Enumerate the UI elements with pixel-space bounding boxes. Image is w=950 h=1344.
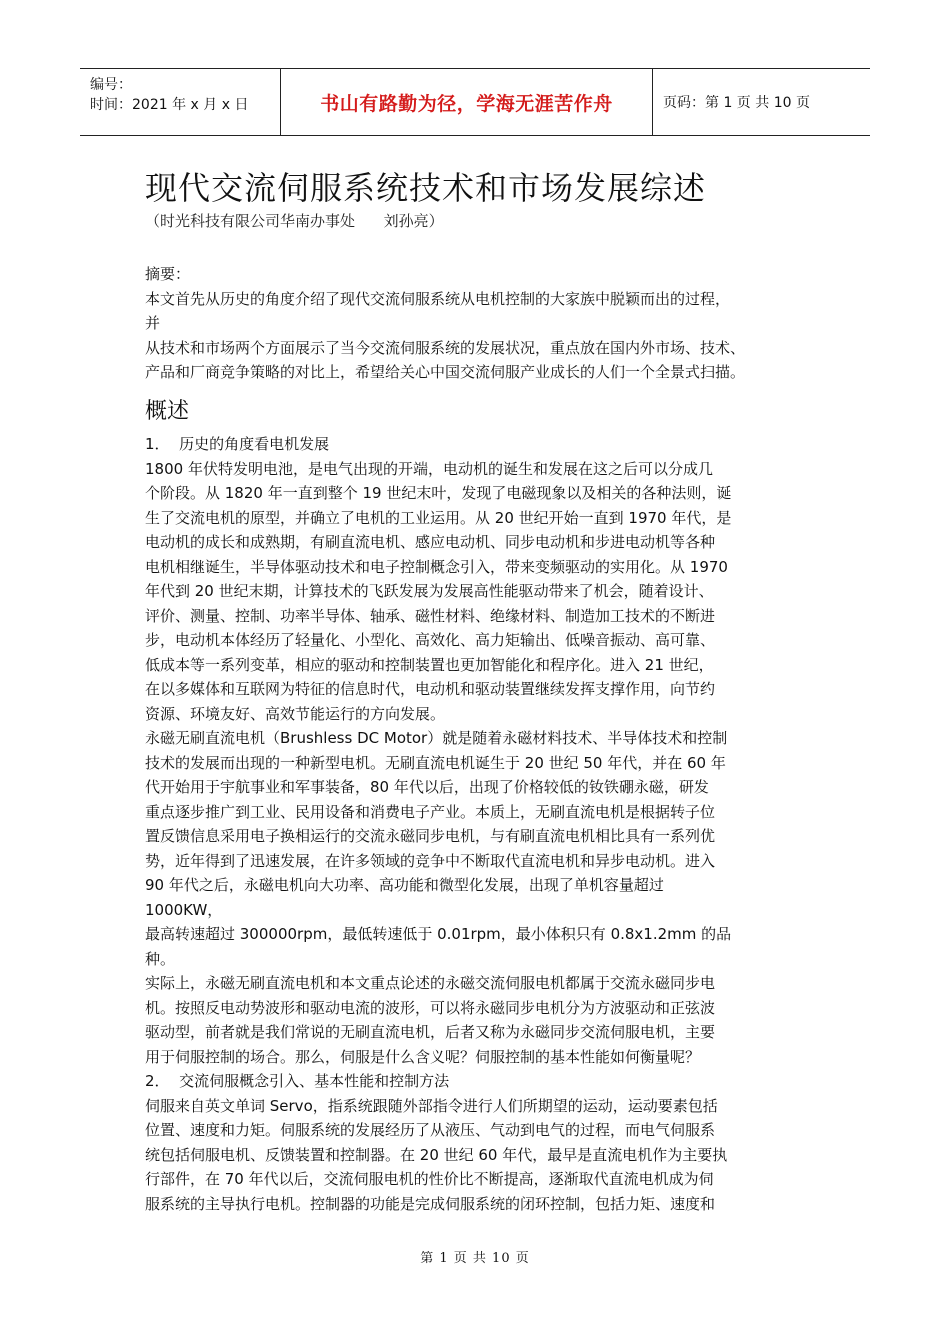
body-line: 评价、测量、控制、功率半导体、轴承、磁性材料、绝缘材料、制造加工技术的不断进 [145,606,716,625]
body-line: 个阶段。从 1820 年一直到整个 19 世纪末叶，发现了电磁现象以及相关的各种法则，诞 [145,484,732,502]
body-line: 1000KW， [145,900,223,919]
document-subtitle: （时光科技有限公司华南办事处 刘孙亮） [145,212,444,230]
header-page-info: 页码：第 1 页 共 10 页 [663,95,810,111]
header-meta [80,69,280,135]
header-motto: 书山有路勤为径，学海无涯苦作舟 [280,69,653,135]
page-footer: 第 1 页 共 10 页 [420,1251,530,1266]
body-line: 统包括伺服电机、反馈装置和控制器。在 20 世纪 60 年代，最早是直流电机作为主要执 [145,1145,728,1164]
body-line: 置反馈信息采用电子换相运行的交流永磁同步电机，与有刷直流电机相比具有一系列优 [145,827,716,845]
body-line: 年代到 20 世纪末期，计算技术的飞跃发展为发展高性能驱动带来了机会，随着设计、 [145,582,714,600]
body-line: 生了交流电机的原型，并确立了电机的工业运用。从 20 世纪开始一直到 1970 年代，是 [145,508,732,527]
body-line: 伺服来自英文单词 Servo，指系统跟随外部指令进行人们所期望的运动，运动要素包括 [145,1096,718,1115]
abstract-line: 产品和厂商竞争策略的对比上，希望给关心中国交流伺服产业成长的人们一个全景式扫描。 [145,363,746,381]
body-line: 电动机的成长和成熟期，有刷直流电机、感应电动机、同步电动机和步进电动机等各种 [145,533,716,551]
body-line: 行部件，在 70 年代以后，交流伺服电机的性价比不断提高，逐渐取代直流电机成为伺 [145,1170,714,1188]
abstract-line: 并 [145,314,161,332]
body-line: 低成本等一系列变革，相应的驱动和控制装置也更加智能化和程序化。进入 21 世纪， [145,655,714,674]
document-header [80,68,870,136]
body-line: 电机相继诞生，半导体驱动技术和电子控制概念引入，带来变频驱动的实用化。从 1970 [145,557,728,576]
body-line: 2． 交流伺服概念引入、基本性能和控制方法 [145,1072,450,1090]
abstract-block [145,262,817,385]
body-text [145,432,817,1216]
header-time-label: 时间：2021 年 x 月 x 日 [90,97,249,113]
body-line: 机。按照反电动势波形和驱动电流的波形，可以将永磁同步电机分为方波驱动和正弦波 [145,998,716,1017]
body-line: 重点逐步推广到工业、民用设备和消费电子产业。本质上，无刷直流电机是根据转子位 [145,802,716,821]
body-line: 位置、速度和力矩。伺服系统的发展经历了从液压、气动到电气的过程，而电气伺服系 [145,1121,716,1139]
body-line: 服系统的主导执行电机。控制器的功能是完成伺服系统的闭环控制，包括力矩、速度和 [145,1194,716,1213]
body-line: 1800 年伏特发明电池，是电气出现的开端，电动机的诞生和发展在这之后可以分成几 [145,459,713,478]
section-heading: 概述 [145,399,190,424]
header-code-label: 编号： [90,77,132,93]
body-line: 代开始用于宇航事业和军事装备，80 年代以后，出现了价格较低的钕铁硼永磁，研发 [145,778,709,796]
body-line: 在以多媒体和互联网为特征的信息时代，电动机和驱动装置继续发挥支撑作用，向节约 [145,680,716,698]
body-line: 种。 [145,949,176,968]
abstract-line: 从技术和市场两个方面展示了当今交流伺服系统的发展状况，重点放在国内外市场、技术、 [145,338,746,357]
body-line: 1． 历史的角度看电机发展 [145,435,330,453]
body-line: 最高转速超过 300000rpm，最低转速低于 0.01rpm，最小体积只有 0.8x1.2mm 的品 [145,925,732,943]
body-line: 资源、环境友好、高效节能运行的方向发展。 [145,704,446,723]
abstract-line: 摘要： [145,265,191,283]
body-line: 技术的发展而出现的一种新型电机。无刷直流电机诞生于 20 世纪 50 年代，并在 60 年 [145,753,726,772]
body-line: 势，近年得到了迅速发展，在许多领域的竞争中不断取代直流电机和异步电动机。进入 [145,851,716,870]
body-line: 90 年代之后，永磁电机向大功率、高功能和微型化发展，出现了单机容量超过 [145,876,664,894]
body-line: 用于伺服控制的场合。那么，伺服是什么含义呢？伺服控制的基本性能如何衡量呢？ [145,1047,701,1066]
body-line: 驱动型，前者就是我们常说的无刷直流电机，后者又称为永磁同步交流伺服电机，主要 [145,1023,716,1041]
abstract-line: 本文首先从历史的角度介绍了现代交流伺服系统从电机控制的大家族中脱颖而出的过程， [145,289,731,308]
body-line: 永磁无刷直流电机（Brushless DC Motor）就是随着永磁材料技术、半导体技术和控制 [145,729,728,747]
document-title: 现代交流伺服系统技术和市场发展综述 [145,169,707,207]
body-line: 实际上，永磁无刷直流电机和本文重点论述的永磁交流伺服电机都属于交流永磁同步电 [145,974,716,992]
body-line: 步，电动机本体经历了轻量化、小型化、高效化、高力矩输出、低噪音振动、高可靠、 [145,631,716,649]
